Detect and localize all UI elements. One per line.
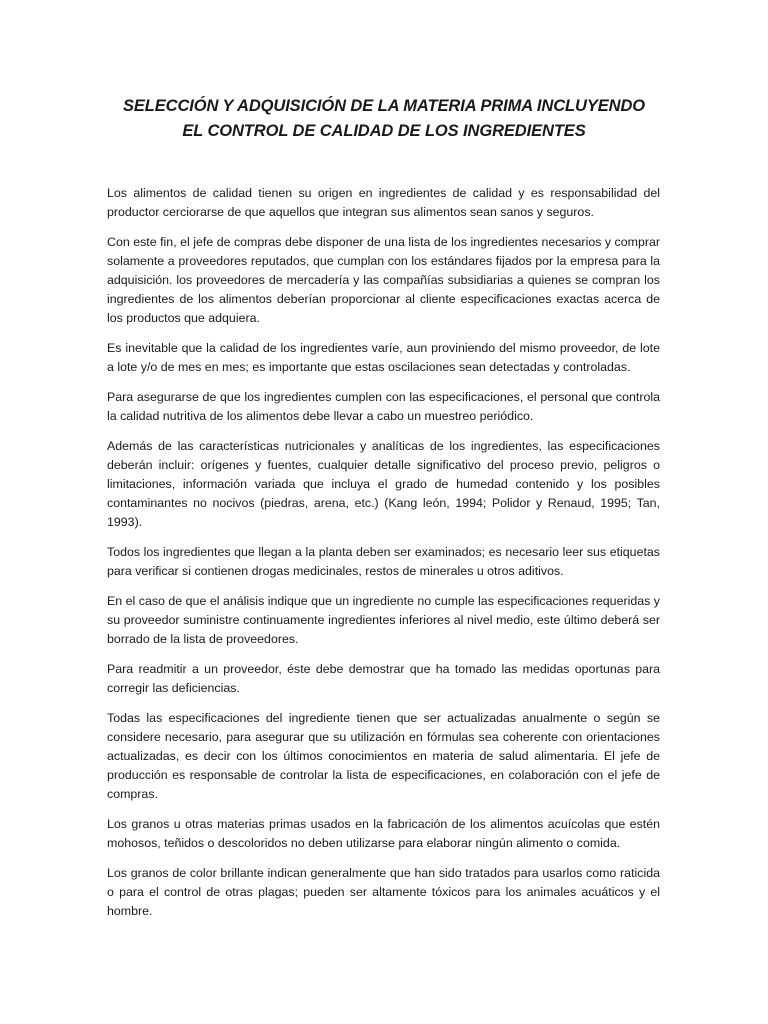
paragraph-2: Con este fin, el jefe de compras debe disponer de una lista de los ingredientes necesarios y comprar solamente a proveedores reputados, que cumplan con los estándares fijados por la empresa para la adquisición. los proveedores de mercadería y las compañías subsidiarias a quienes se compran los ingredientes de los alimentos deberían proporcionar al cliente especificaciones exactas acerca de los productos que adquiera. bbox=[107, 235, 660, 325]
paragraph-3: Es inevitable que la calidad de los ingredientes varíe, aun proviniendo del mismo proveedor, de lote a lote y/o de mes en mes; es importante que estas oscilaciones sean detectadas y controladas. bbox=[107, 341, 660, 374]
document-title bbox=[100, 94, 668, 144]
title-line-2: EL CONTROL DE CALIDAD DE LOS INGREDIENTES bbox=[182, 122, 586, 140]
paragraph-6: Todos los ingredientes que llegan a la planta deben ser examinados; es necesario leer sus etiquetas para verificar si contienen drogas medicinales, restos de minerales u otros aditivos. bbox=[107, 545, 660, 578]
title-line-1: SELECCIÓN Y ADQUISICIÓN DE LA MATERIA PRIMA INCLUYENDO bbox=[122, 97, 646, 115]
paragraph-5: Además de las características nutricionales y analíticas de los ingredientes, las especificaciones deberán incluir: orígenes y fuentes, cualquier detalle significativo del proceso previo, peligros o limitaciones, información variada que incluya el grado de humedad contenido y los posibles contaminantes no nocivos (piedras, arena, etc.) (Kang león, 1994; Polidor y Renaud, 1995; Tan, 1993). bbox=[107, 439, 660, 529]
paragraph-4: Para asegurarse de que los ingredientes cumplen con las especificaciones, el personal que controla la calidad nutritiva de los alimentos debe llevar a cabo un muestreo periódico. bbox=[107, 390, 660, 423]
paragraph-1: Los alimentos de calidad tienen su origen en ingredientes de calidad y es responsabilidad del productor cerciorarse de que aquellos que integran sus alimentos sean sanos y seguros. bbox=[107, 186, 660, 219]
paragraph-7: En el caso de que el análisis indique que un ingrediente no cumple las especificaciones requeridas y su proveedor suministre continuamente ingredientes inferiores al nivel medio, este último deberá ser borrado de la lista de proveedores. bbox=[107, 594, 660, 646]
paragraph-10: Los granos u otras materias primas usados en la fabricación de los alimentos acuícolas que estén mohosos, teñidos o descoloridos no deben utilizarse para elaborar ningún alimento o comida. bbox=[107, 817, 660, 850]
paragraph-11: Los granos de color brillante indican generalmente que han sido tratados para usarlos como raticida o para el control de otras plagas; pueden ser altamente tóxicos para los animales acuáticos y el hombre. bbox=[107, 866, 660, 918]
paragraph-8: Para readmitir a un proveedor, éste debe demostrar que ha tomado las medidas oportunas para corregir las deficiencias. bbox=[107, 662, 660, 695]
document-body bbox=[107, 184, 660, 932]
paragraph-9: Todas las especificaciones del ingrediente tienen que ser actualizadas anualmente o según se considere necesario, para asegurar que su utilización en fórmulas sea coherente con orientaciones actualizadas, es decir con los últimos conocimientos en materia de salud alimentaria. El jefe de producción es responsable de controlar la lista de especificaciones, en colaboración con el jefe de compras. bbox=[107, 711, 660, 801]
